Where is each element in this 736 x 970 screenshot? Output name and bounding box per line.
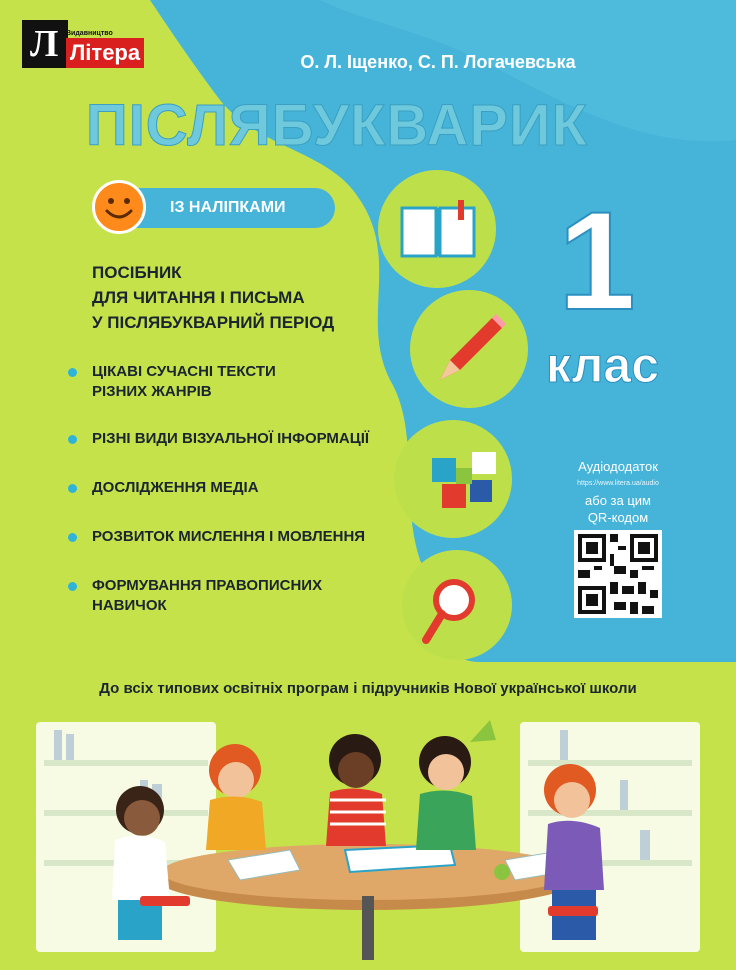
feature-item [68, 429, 369, 449]
audio-title: Аудіододаток [578, 459, 658, 474]
feature-text: ДОСЛІДЖЕННЯ МЕДІА [92, 479, 259, 496]
features-list [68, 362, 369, 643]
audio-line: або за цим [585, 493, 651, 508]
authors: О. Л. Іщенко, С. П. Логачевська [300, 52, 576, 72]
book-subtitle [92, 260, 334, 335]
feature-text: ФОРМУВАННЯ ПРАВОПИСНИХ [92, 577, 323, 594]
feature-text: РІЗНІ ВИДИ ВІЗУАЛЬНОЇ ІНФОРМАЦІЇ [92, 430, 370, 447]
feature-item [68, 478, 369, 498]
feature-text: НАВИЧОК [92, 597, 167, 614]
pencil-icon [430, 310, 510, 390]
feature-item [68, 576, 369, 616]
qr-code-icon[interactable] [574, 530, 662, 618]
publisher-tagline: Видавництво [66, 30, 113, 37]
programs-note: До всіх типових освітніх програм і підручників Нової української школи [99, 680, 637, 697]
subtitle-line: У ПІСЛЯБУКВАРНИЙ ПЕРІОД [92, 313, 335, 332]
audio-line: QR-кодом [587, 510, 649, 525]
badge-label: ІЗ НАЛІПКАМИ [170, 199, 286, 216]
subtitle-line: ПОСІБНИК [92, 263, 182, 282]
feature-text: ЦІКАВІ СУЧАСНІ ТЕКСТИ [92, 363, 276, 380]
audio-link[interactable]: https://www.litera.ua/audio [577, 480, 659, 487]
feature-item [68, 362, 369, 402]
feature-text: РІЗНИХ ЖАНРІВ [92, 383, 212, 400]
logo-letter: Л [30, 23, 59, 65]
feature-text: РОЗВИТОК МИСЛЕННЯ І МОВЛЕННЯ [92, 528, 366, 545]
grade-word: клас [546, 337, 660, 393]
publisher-name: Літера [66, 38, 144, 68]
feature-item [68, 527, 369, 547]
magnifier-icon [420, 576, 480, 646]
grade-number: 1 [558, 182, 636, 339]
audio-supplement [548, 458, 688, 526]
book-icon [398, 200, 478, 260]
subtitle-line: ДЛЯ ЧИТАННЯ І ПИСЬМА [92, 288, 305, 307]
book-title: ПІСЛЯБУКВАРИК [86, 93, 589, 158]
smiley-icon [92, 180, 146, 234]
puzzle-icon [428, 450, 518, 520]
children-reading-illustration [0, 700, 736, 970]
